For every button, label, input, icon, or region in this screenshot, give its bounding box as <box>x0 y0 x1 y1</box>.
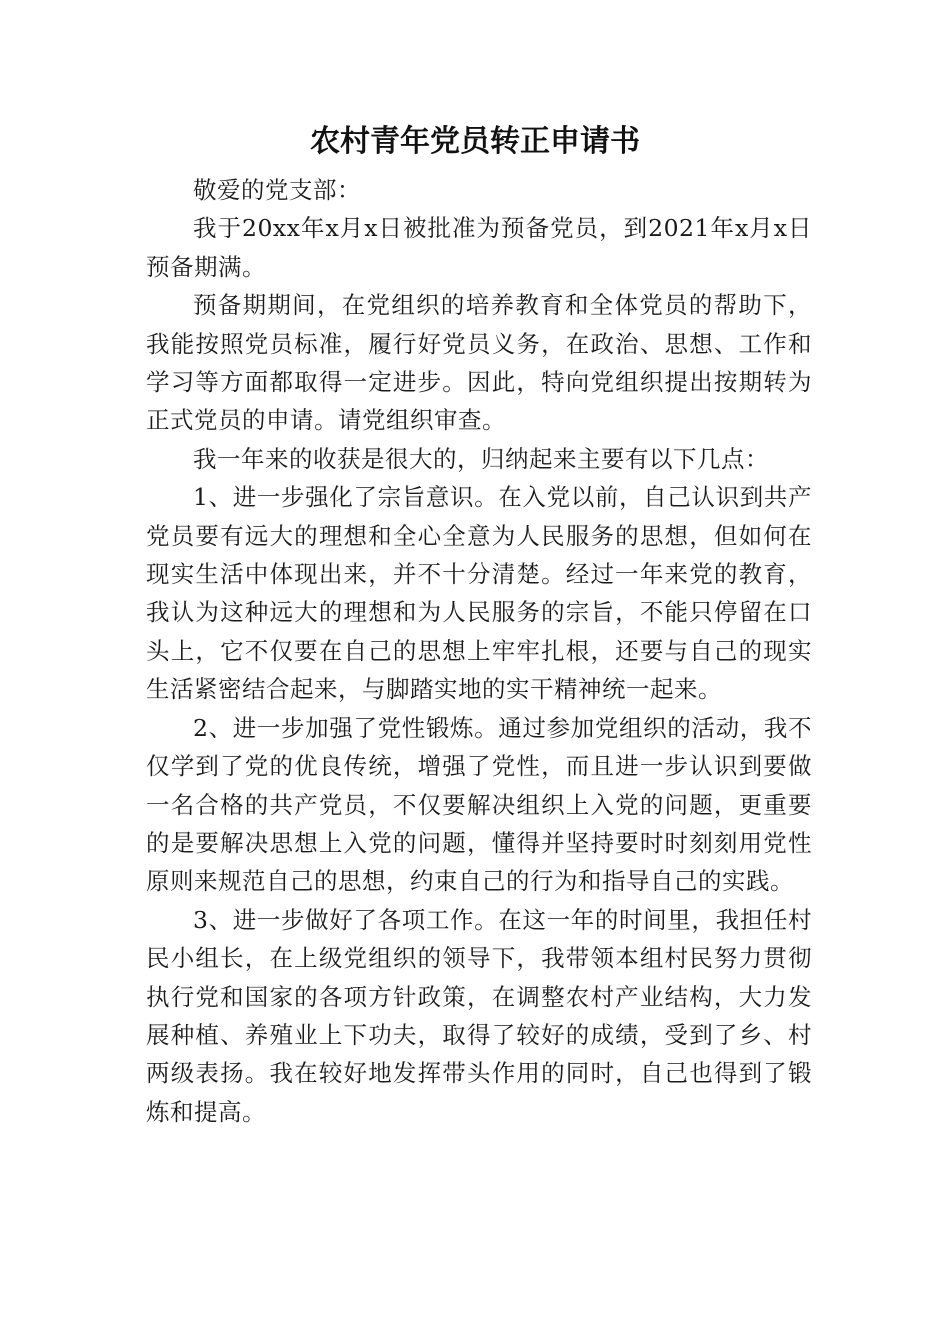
paragraph-summary-intro: 我一年来的收获是很大的，归纳起来主要有以下几点： <box>193 444 769 473</box>
document-title: 农村青年党员转正申请书 <box>310 124 640 159</box>
paragraph-point-1: 1、进一步强化了宗旨意识。在入党以前，自己认识到共产党员要有远大的理想和全心全意为人民服务的思想，但如何在现实生活中体现出来，并不十分清楚。经过一年来党的教育，我认为这种远大的理想和为人民服务的宗旨，不能只停留在口头上，它不仅要在自己的思想上牢牢扎根，还要与自己的现实生活紧密结合起来，与脚踏实地的实干精神统一起来。 <box>146 483 812 704</box>
paragraph-application: 预备期期间，在党组织的培养教育和全体党员的帮助下，我能按照党员标准，履行好党员义务，在政治、思想、工作和学习等方面都取得一定进步。因此，特向党组织提出按期转为正式党员的申请。请党组织审查。 <box>146 291 812 435</box>
paragraph-probation-dates: 我于20xx年x月x日被批准为预备党员，到2021年x月x日预备期满。 <box>146 214 812 281</box>
paragraph-point-2: 2、进一步加强了党性锻炼。通过参加党组织的活动，我不仅学到了党的优良传统，增强了党性，而且进一步认识到要做一名合格的共产党员，不仅要解决组织上入党的问题，更重要的是要解决思想上入党的问题，懂得并坚持要时时刻刻用党性原则来规范自己的思想，约束自己的行为和指导自己的实践。 <box>146 713 812 896</box>
paragraph-point-3: 3、进一步做好了各项工作。在这一年的时间里，我担任村民小组长，在上级党组织的领导下，我带领本组村民努力贯彻执行党和国家的各项方针政策，在调整农村产业结构，大力发展种植、养殖业上下功夫，取得了较好的成绩，受到了乡、村两级表扬。我在较好地发挥带头作用的同时，自己也得到了锻炼和提高。 <box>146 905 812 1126</box>
document-body <box>146 171 812 1131</box>
salutation: 敬爱的党支部： <box>193 176 361 204</box>
